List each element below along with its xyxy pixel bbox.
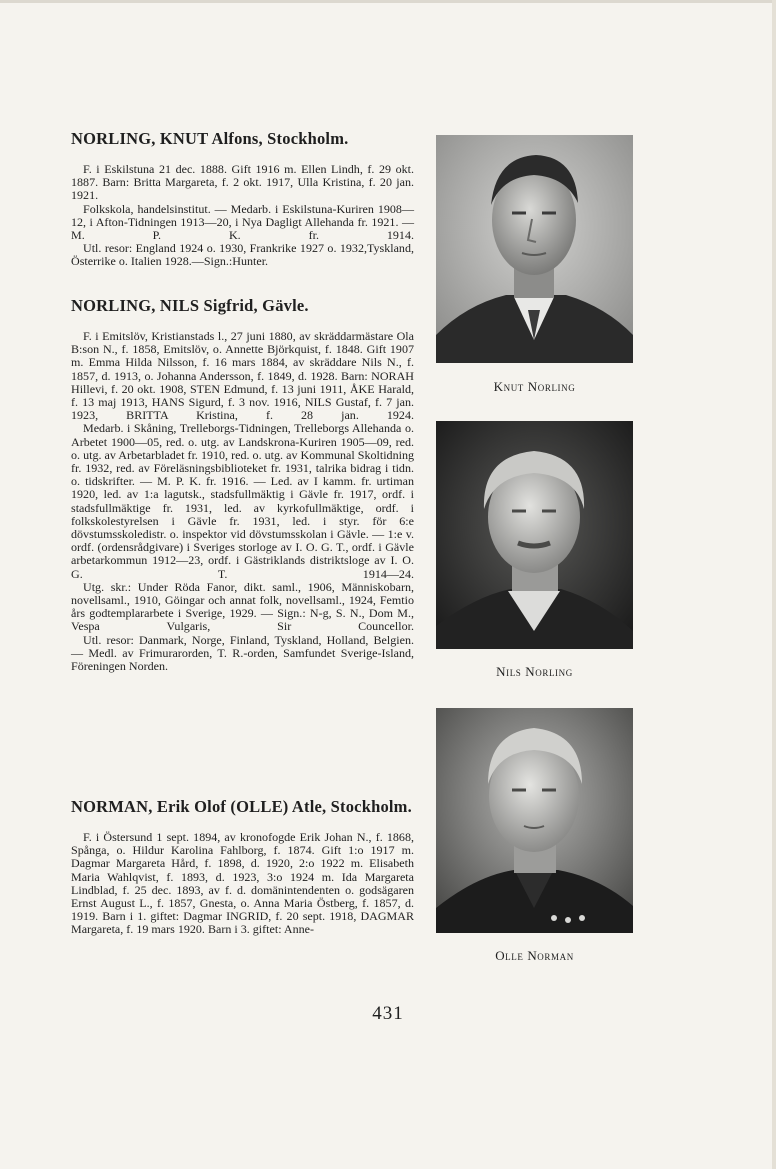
page-number: 431 [372, 1003, 404, 1024]
entry-knut-norling [71, 129, 414, 269]
entry-body [71, 330, 414, 673]
entry-paragraph: Utl. resor: England 1924 o. 1930, Frankrike 1927 o. 1932,Tyskland, Österrike o. Italien 1928.—Sign.:Hunter. [71, 241, 414, 269]
portrait-photo [436, 421, 633, 649]
page-edge [0, 0, 776, 3]
portrait-photo [436, 708, 633, 933]
portrait-caption: Nils Norling [496, 664, 573, 679]
entry-paragraph: Utl. resor: Danmark, Norge, Finland, Tyskland, Holland, Belgien. — Medl. av Frimurarorden, T. R.-orden, Samfundet Sverige-Island, Föreningen Norden. [71, 632, 414, 674]
entry-paragraph: Utg. skr.: Under Röda Fanor, dikt. saml., 1906, Människobarn, novellsaml., 1910, Göingar och annat folk, novellsaml., 1924, Femtio års godtemplararbete i Sverige, 1929. — Sign.: N-g, S. N., Dom M., Vespa Vulgaris, Sir Councellor. [71, 579, 414, 634]
entry-body [71, 831, 414, 937]
entry-paragraph: F. i Östersund 1 sept. 1894, av kronofogde Erik Johan N., f. 1868, Spånga, o. Hildur Karolina Fahlborg, f. 1874. Gift 1:o 1917 m. Dagmar Margareta Hård, f. 1898, d. 1920, 2:o 1922 m. Elisabeth Maria Wahlqvist, f. 1893, d. 1923, 3:o 1924 m. Ida Margareta Lindblad, f. 25 dec. 1893, av f. d. domänintendenten o. godsägaren Ernst August L., f. 1857, Gnesta, o. Anna Maria Östberg, f. 1857, d. 1919. Barn i 1. giftet: Dagmar INGRID, f. 20 sept. 1918, DAGMAR Margareta, f. 19 mars 1920. Barn i 3. giftet: Anne- [71, 830, 414, 937]
entry-paragraph: Folkskola, handelsinstitut. — Medarb. i Eskilstuna-Kuriren 1908—12, i Afton-Tidningen 1913—20, i Nya Dagligt Allehanda fr. 1921. — M. P. K. fr. 1914. [71, 201, 414, 243]
entry-paragraph: F. i Emitslöv, Kristianstads l., 27 juni 1880, av skräddarmästare Ola B:son N., f. 1858, Emitslöv, o. Annette Björkquist, f. 1848. Gift 1907 m. Emma Hilda Nilsson, f. 16 mars 1884, av skräddare Nils N., f. 1857, d. 1913, o. Johanna Andersson, f. 1849, d. 1928. Barn: NORAH Hillevi, f. 20 okt. 1908, STEN Edmund, f. 13 juni 1911, ÅKE Harald, f. 13 maj 1913, HANS Sigurd, f. 3 nov. 1916, NILS Gustaf, f. 7 jan. 1923, BRITTA Kristina, f. 28 jan. 1924. [71, 329, 414, 423]
entry-heading: NORLING, KNUT Alfons, Stockholm. [71, 129, 349, 148]
entry-heading: NORMAN, Erik Olof (OLLE) Atle, Stockholm. [71, 797, 412, 816]
portrait-caption: Knut Norling [493, 379, 576, 394]
entry-body [71, 163, 414, 269]
entry-nils-norling [71, 296, 414, 673]
portrait-caption: Olle Norman [495, 948, 574, 963]
entry-paragraph: Medarb. i Skåning, Trelleborgs-Tidningen, Trelleborgs Allehanda o. Arbetet 1900—05, red. o. utg. av Landskrona-Kuriren 1905—09, red. o. utg. av Arbetarbladet fr. 1910, red. o. utg. av Kommunal Skoltidning fr. 1932, red. av Föreläsningsbiblioteket fr. 1931, talrika bidrag i tidn. o. tidskrifter. — M. P. K. fr. 1916. — Led. av I kamm. fr. urtiman 1920, led. av 1:a lagutsk., stadsfullmäktig i Gävle fr. 1917, ordf. i stadsfullmäktige fr. 1931, led. av kyrkofullmäktige, ordf. i folkskolestyrelsen i Gävle fr. 1931, led. i styr. för 6:e dövstumsskoledistr. o. inspektor vid dövstumsskolan i Gävle. — 1:e v. ordf. (ordensrådgivare) i Sveriges storloge av I. O. G. T., ordf. i Gävle arbetarkommun 1912—23, ordf. i Gästriklands distriktsloge av I. O. G. T. 1914—24. [71, 421, 414, 581]
entry-heading: NORLING, NILS Sigfrid, Gävle. [71, 296, 309, 315]
page-edge [772, 0, 776, 1169]
portrait-photo [436, 135, 633, 363]
entry-paragraph: F. i Eskilstuna 21 dec. 1888. Gift 1916 m. Ellen Lindh, f. 29 okt. 1887. Barn: Britta Margareta, f. 2 okt. 1917, Ulla Kristina, f. 20 jan. 1921. [71, 162, 414, 203]
entry-olle-norman [71, 797, 414, 937]
